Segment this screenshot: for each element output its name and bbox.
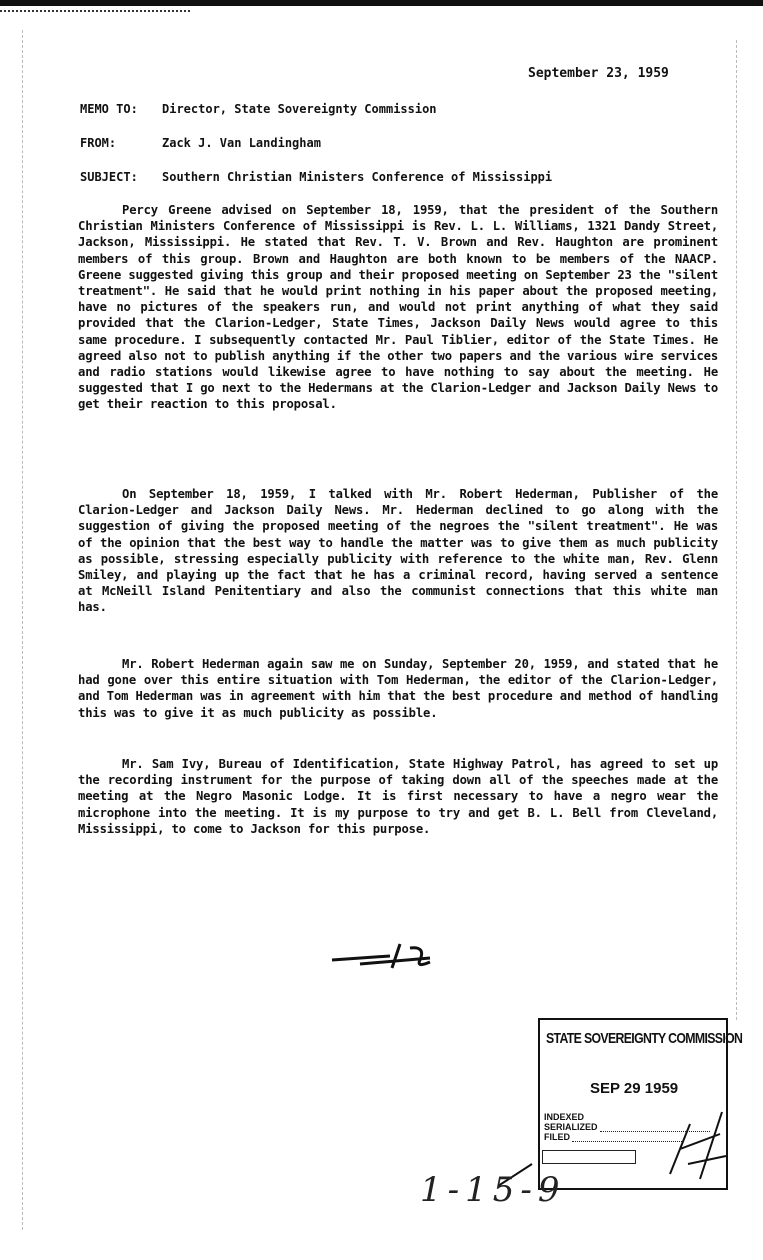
paragraph-text: Percy Greene advised on September 18, 1959, that the president of the Southern Christian Ministers Conference of Mississippi is Rev. L. L. Williams, 1321 Dandy Street, Jackson, Mississippi. He stated that Rev. T. V. Brown and Rev. Haughton are prominent members of this group. Brown and Haughton are both known to be members of the NAACP. Greene suggested giving this group and their proposed meeting on September 23 the "silent treatment". He said that he would print nothing in his paper about the proposed meeting, have no pictures of the speakers run, and would not print anything of what they said provided that the Clarion-Ledger, State Times, Jackson Daily News would agree to this same procedure. I subsequently contacted Mr. Paul Tiblier, editor of the State Times. He agreed also not to publish anything if the other two papers and the various wire services and radio stations would likewise agree to have nothing to say about the meeting. He suggested that I go next to the Hedermans at the Clarion-Ledger and Jackson Daily News to get their reaction to this proposal. <box>78 203 718 412</box>
handwritten-mark <box>330 938 440 974</box>
commission-stamp <box>538 1018 743 1190</box>
memo-paragraph-4 <box>78 756 718 837</box>
stamp-title: STATE SOVEREIGNTY COMMISSION <box>546 1030 743 1047</box>
memo-date: September 23, 1959 <box>528 66 669 81</box>
memo-from-line <box>80 136 321 150</box>
paragraph-text: On September 18, 1959, I talked with Mr. Robert Hederman, Publisher of the Clarion-Ledger and Jackson Daily News. Mr. Hederman declined to go along with the suggestion of giving the proposed meeting of the negroes the "silent treatment". He was of the opinion that the best way to handle the matter was to give them as much publicity as possible, stressing especially publicity with reference to the white man, Rev. Glenn Smiley, and playing up the fact that he has a criminal record, having served a sentence at McNeill Island Penitentiary and also the communist connections that this white man has. <box>78 487 718 615</box>
stamp-filed: FILED <box>544 1132 570 1142</box>
memo-to-label: MEMO TO: <box>80 102 138 116</box>
memo-from-label: FROM: <box>80 136 117 150</box>
memo-subject-line <box>80 170 552 184</box>
memo-subject-label: SUBJECT: <box>80 170 138 184</box>
stamp-serialized: SERIALIZED <box>544 1122 598 1132</box>
stamp-date: SEP 29 1959 <box>590 1080 679 1097</box>
file-number: 1-15-9 <box>420 1170 566 1210</box>
memo-from-value: Zack J. Van Landingham <box>162 136 321 150</box>
stamp-indexed: INDEXED <box>544 1112 585 1122</box>
paragraph-text: Mr. Sam Ivy, Bureau of Identification, State Highway Patrol, has agreed to set up the recording instrument for the purpose of taking down all of the speeches made at the meeting at the Negro Masonic Lodge. It is first necessary to have a negro wear the microphone into the meeting. It is my purpose to try and get B. L. Bell from Cleveland, Mississippi, to come to Jackson for this purpose. <box>78 757 718 836</box>
memo-paragraph-2 <box>78 486 718 616</box>
top-border-perforation <box>0 6 190 12</box>
memo-to-line <box>80 102 437 116</box>
memo-paragraph-3 <box>78 656 718 721</box>
memo-subject-value: Southern Christian Ministers Conference of Mississippi <box>162 170 553 184</box>
scan-artifact <box>22 30 23 1230</box>
stamp-box <box>542 1150 636 1164</box>
paragraph-text: Mr. Robert Hederman again saw me on Sunday, September 20, 1959, and stated that he had gone over this entire situation with Tom Hederman, the editor of the Clarion-Ledger, and Tom Hederman was in agreement with him that the best procedure and method of handling this was to give it as much publicity as possible. <box>78 657 718 720</box>
memo-paragraph-1 <box>78 202 718 413</box>
scan-artifact <box>736 40 737 1020</box>
memo-to-value: Director, State Sovereignty Commission <box>162 102 437 116</box>
stamp-signature-mark <box>660 1104 730 1184</box>
